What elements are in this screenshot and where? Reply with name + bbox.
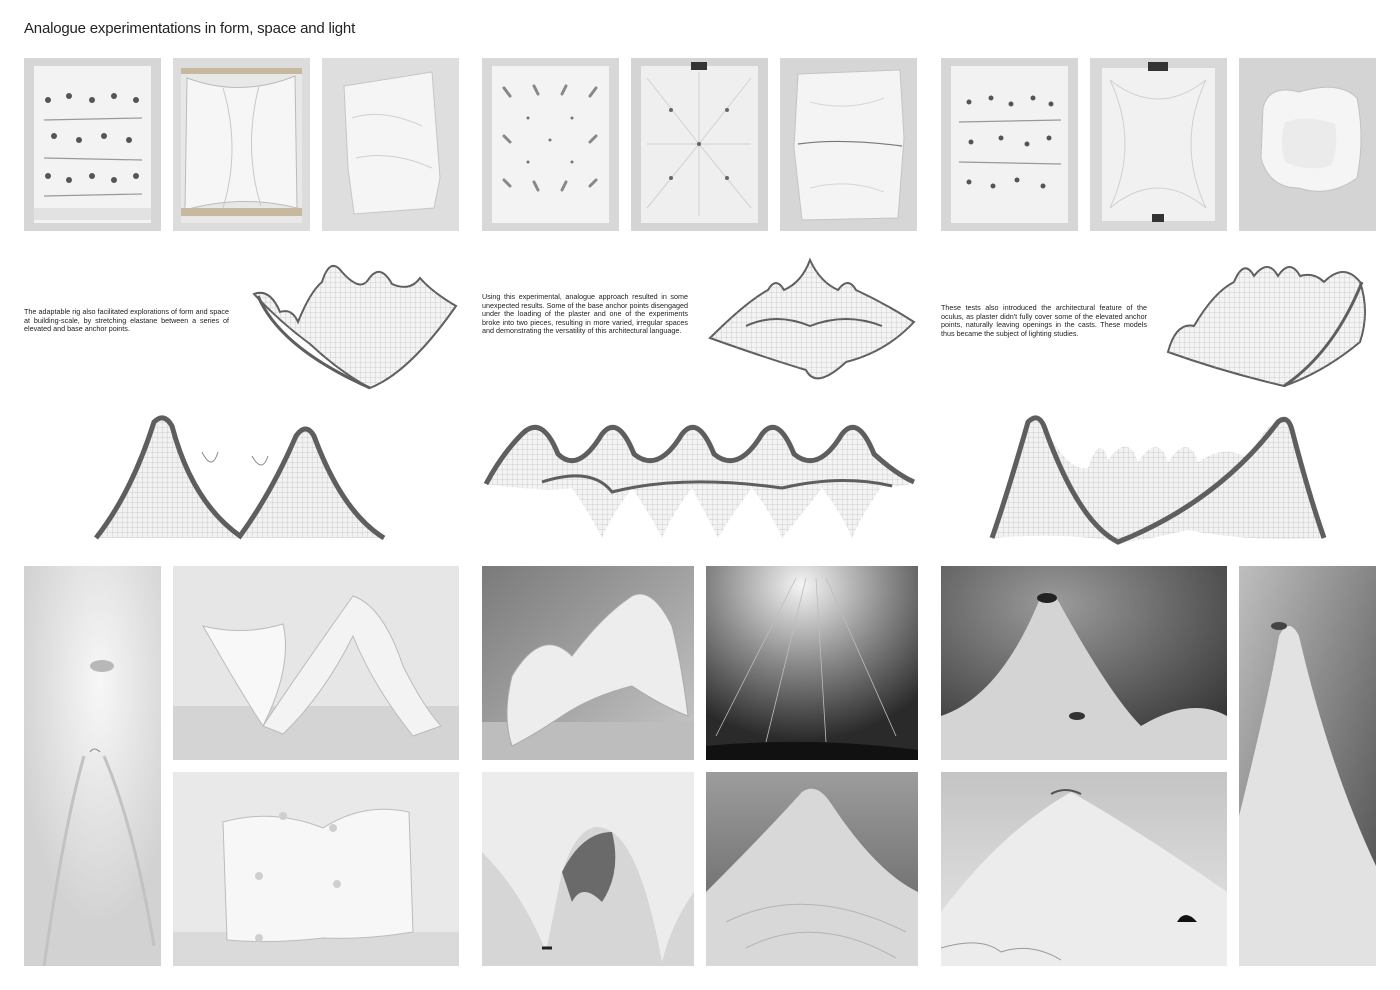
- rig-top-view-photo-2: [482, 58, 619, 231]
- mesh-diagram-small-2: [706, 252, 918, 392]
- page-title: Analogue experimentations in form, space and light: [24, 20, 356, 37]
- plaster-cast-photo-1: [322, 58, 459, 231]
- fabric-texture-photo-2: [706, 772, 918, 966]
- mesh-diagram-small-3: [1164, 252, 1374, 392]
- rig-top-view-photo-1: [24, 58, 161, 231]
- cast-interior-photo-2: [482, 772, 694, 966]
- rig-stretched-elastane-photo-1: [173, 58, 310, 231]
- rig-stretched-elastane-photo-3: [1090, 58, 1227, 231]
- plaster-cast-photo-2: [780, 58, 917, 231]
- cast-side-view-photo-1: [173, 566, 459, 760]
- mesh-diagram-large-2: [482, 414, 918, 544]
- column-3-description: These tests also introduced the architectural feature of the oculus, as plaster didn't fully cover some of the elevated anchor points, naturally leaving openings in the casts. These models thus became the subject of lighting studies.: [941, 303, 1147, 338]
- mesh-diagram-large-3: [988, 412, 1328, 546]
- oculus-tall-photo-1: [24, 566, 161, 966]
- column-2-description: Using this experimental, analogue approach resulted in some unexpected results. Some of the base anchor points disengaged under the loading of the plaster and one of the experiments broke into two pieces, resulting in more varied, irregular spaces and demonstrating the versatility of this architectural language.: [482, 292, 688, 336]
- cast-front-view-photo-1: [173, 772, 459, 966]
- cast-side-view-photo-2: [482, 566, 694, 760]
- column-1-description: The adaptable rig also facilitated explorations of form and space at building-scale, by stretching elastane between a series of elevated and base anchor points.: [24, 307, 229, 334]
- mesh-diagram-small-1: [250, 252, 460, 392]
- light-through-oculus-photo-2: [706, 566, 918, 760]
- mesh-diagram-large-1: [92, 412, 388, 544]
- rig-stretched-elastane-photo-2: [631, 58, 768, 231]
- rig-top-view-photo-3: [941, 58, 1078, 231]
- oculus-tall-photo-3: [1239, 566, 1376, 966]
- plaster-cast-photo-3: [1239, 58, 1376, 231]
- oculus-light-photo-3: [941, 566, 1227, 760]
- cast-interior-photo-3: [941, 772, 1227, 966]
